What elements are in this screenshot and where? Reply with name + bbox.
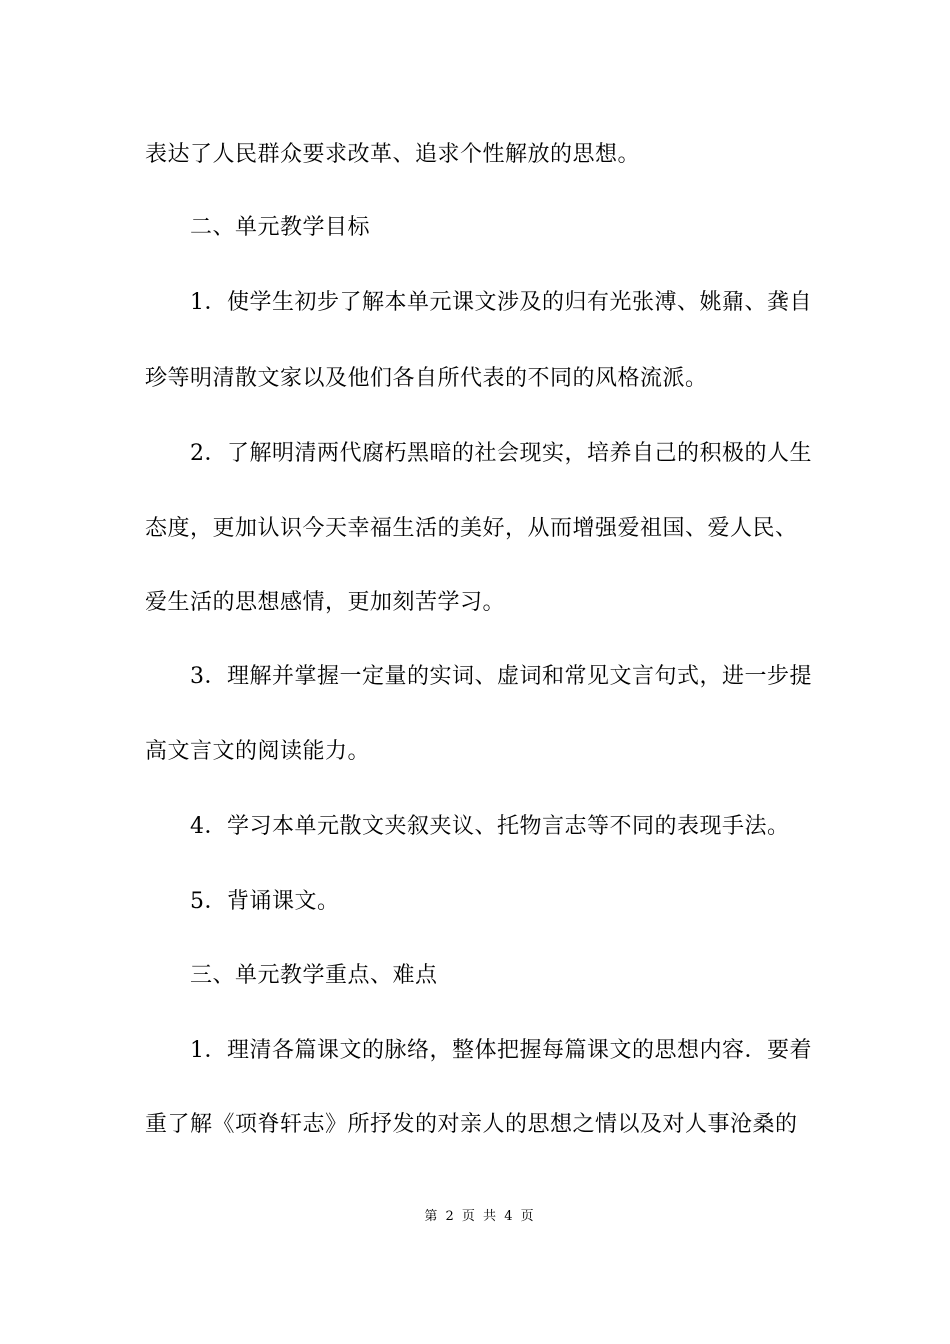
paragraph-line: 态度，更加认识今天幸福生活的美好，从而增强爱祖国、爱人民、 — [145, 516, 798, 541]
paragraph-line: 3．理解并掌握一定量的实词、虚词和常见文言句式，进一步提 — [190, 664, 812, 689]
page-number-footer: 第 2 页 共 4 页 — [424, 1209, 536, 1224]
paragraph-line: 1．理清各篇课文的脉络，整体把握每篇课文的思想内容．要着 — [190, 1038, 812, 1063]
paragraph-line: 爱生活的思想感情，更加刻苦学习。 — [145, 590, 506, 615]
paragraph-line: 2．了解明清两代腐朽黑暗的社会现实，培养自己的积极的人生 — [190, 441, 812, 466]
paragraph-line: 重了解《项脊轩志》所抒发的对亲人的思想之情以及对人事沧桑的 — [145, 1112, 798, 1137]
paragraph-line: 4．学习本单元散文夹叙夹议、托物言志等不同的表现手法。 — [190, 814, 790, 839]
paragraph-line: 5．背诵课文。 — [190, 889, 340, 914]
paragraph-line: 1．使学生初步了解本单元课文涉及的归有光张溥、姚鼐、龚自 — [190, 290, 812, 315]
paragraph-line: 珍等明清散文家以及他们各自所代表的不同的风格流派。 — [145, 366, 708, 391]
section-heading: 三、单元教学重点、难点 — [190, 963, 438, 988]
paragraph-line: 高文言文的阅读能力。 — [145, 739, 371, 764]
section-heading: 二、单元教学目标 — [190, 215, 371, 240]
paragraph-line: 表达了人民群众要求改革、追求个性解放的思想。 — [145, 142, 641, 167]
